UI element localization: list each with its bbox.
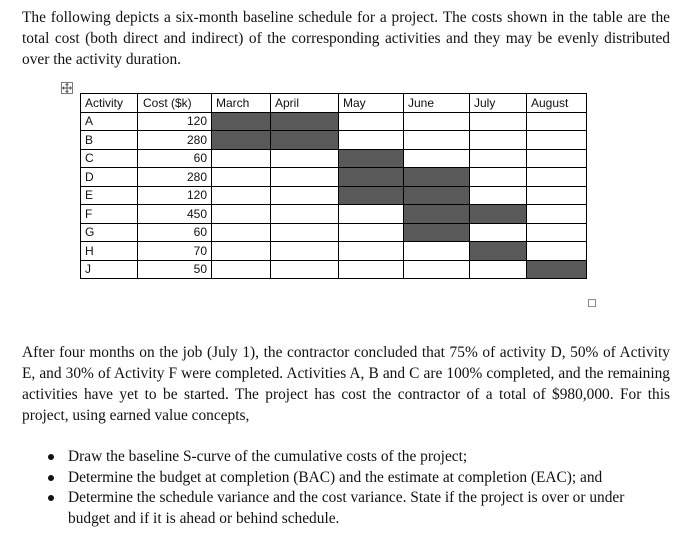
header-cell-march: March: [212, 94, 271, 113]
month-cell: [470, 112, 527, 131]
table-row: [81, 112, 587, 131]
resize-icon[interactable]: [588, 299, 596, 307]
table-row: [81, 186, 587, 205]
table-row: [81, 131, 587, 150]
month-cell: [271, 186, 339, 205]
activity-cell: C: [81, 149, 138, 168]
header-cell-june: June: [404, 94, 470, 113]
month-cell: [404, 205, 470, 224]
activity-cell: B: [81, 131, 138, 150]
month-cell: [339, 168, 404, 187]
cost-cell: 280: [138, 168, 212, 187]
activity-cell: H: [81, 242, 138, 261]
month-cell: [339, 186, 404, 205]
month-cell: [339, 131, 404, 150]
month-cell: [404, 112, 470, 131]
list-item: [22, 468, 670, 489]
cost-cell: 60: [138, 223, 212, 242]
month-cell: [271, 260, 339, 279]
month-cell: [527, 149, 587, 168]
table-header-row: [81, 94, 587, 113]
activity-cell: A: [81, 112, 138, 131]
month-cell: [404, 186, 470, 205]
bullet-icon: [48, 495, 54, 501]
header-cell-august: August: [527, 94, 587, 113]
header-cell-may: May: [339, 94, 404, 113]
month-cell: [527, 112, 587, 131]
month-cell: [212, 131, 271, 150]
table-row: [81, 260, 587, 279]
month-cell: [470, 168, 527, 187]
cost-cell: 450: [138, 205, 212, 224]
cost-cell: 120: [138, 112, 212, 131]
month-cell: [212, 223, 271, 242]
month-cell: [212, 205, 271, 224]
month-cell: [212, 186, 271, 205]
month-cell: [527, 223, 587, 242]
activity-cell: J: [81, 260, 138, 279]
month-cell: [339, 260, 404, 279]
month-cell: [470, 205, 527, 224]
table-row: [81, 205, 587, 224]
month-cell: [271, 131, 339, 150]
cost-cell: 280: [138, 131, 212, 150]
month-cell: [339, 242, 404, 261]
month-cell: [527, 242, 587, 261]
activity-cell: E: [81, 186, 138, 205]
status-paragraph: After four months on the job (July 1), the contractor concluded that 75% of activity D, 50% of Activity E, and 30% of Activity F were completed. Activities A, B and C are 100% completed, and the remaining activities have yet to be started. The project has cost the contractor of a total of $980,000. For this project, using earned value concepts,: [22, 344, 670, 424]
month-cell: [271, 112, 339, 131]
month-cell: [212, 242, 271, 261]
month-cell: [212, 260, 271, 279]
month-cell: [271, 149, 339, 168]
schedule-table: [80, 93, 587, 279]
cost-cell: 60: [138, 149, 212, 168]
list-item: [22, 447, 670, 468]
header-cell-july: July: [470, 94, 527, 113]
month-cell: [404, 168, 470, 187]
month-cell: [527, 205, 587, 224]
month-cell: [470, 223, 527, 242]
month-cell: [470, 260, 527, 279]
activity-cell: D: [81, 168, 138, 187]
month-cell: [470, 149, 527, 168]
cost-cell: 50: [138, 260, 212, 279]
month-cell: [470, 242, 527, 261]
month-cell: [404, 242, 470, 261]
activity-cell: G: [81, 223, 138, 242]
table-row: [81, 223, 587, 242]
month-cell: [339, 223, 404, 242]
month-cell: [527, 131, 587, 150]
month-cell: [212, 112, 271, 131]
intro-paragraph: The following depicts a six-month baseline schedule for a project. The costs shown in the table are the total cost (both direct and indirect) of the corresponding activities and they may be evenly distributed over the activity duration.: [22, 9, 670, 68]
table-row: [81, 242, 587, 261]
month-cell: [212, 168, 271, 187]
header-cell-cost: Cost ($k): [138, 94, 212, 113]
table-row: [81, 149, 587, 168]
month-cell: [339, 112, 404, 131]
month-cell: [339, 149, 404, 168]
table-row: [81, 168, 587, 187]
month-cell: [527, 186, 587, 205]
month-cell: [470, 186, 527, 205]
list-item: [22, 488, 670, 529]
header-cell-activity: Activity: [81, 94, 138, 113]
month-cell: [527, 260, 587, 279]
month-cell: [212, 149, 271, 168]
month-cell: [271, 223, 339, 242]
move-icon[interactable]: [61, 82, 73, 94]
bullet-icon: [48, 454, 54, 460]
month-cell: [470, 131, 527, 150]
cost-cell: 70: [138, 242, 212, 261]
bullet-icon: [48, 475, 54, 481]
header-cell-april: April: [271, 94, 339, 113]
list-item-text: Draw the baseline S-curve of the cumulative costs of the project;: [68, 448, 468, 465]
activity-cell: F: [81, 205, 138, 224]
cost-cell: 120: [138, 186, 212, 205]
month-cell: [271, 168, 339, 187]
list-item-text: Determine the schedule variance and the cost variance. State if the project is over or under budget and if it is ahead or behind schedule.: [68, 489, 625, 527]
month-cell: [404, 260, 470, 279]
month-cell: [271, 205, 339, 224]
month-cell: [339, 205, 404, 224]
month-cell: [527, 168, 587, 187]
list-item-text: Determine the budget at completion (BAC) and the estimate at completion (EAC); and: [68, 468, 603, 486]
month-cell: [404, 149, 470, 168]
task-list: [22, 447, 670, 529]
month-cell: [271, 242, 339, 261]
month-cell: [404, 223, 470, 242]
month-cell: [404, 131, 470, 150]
